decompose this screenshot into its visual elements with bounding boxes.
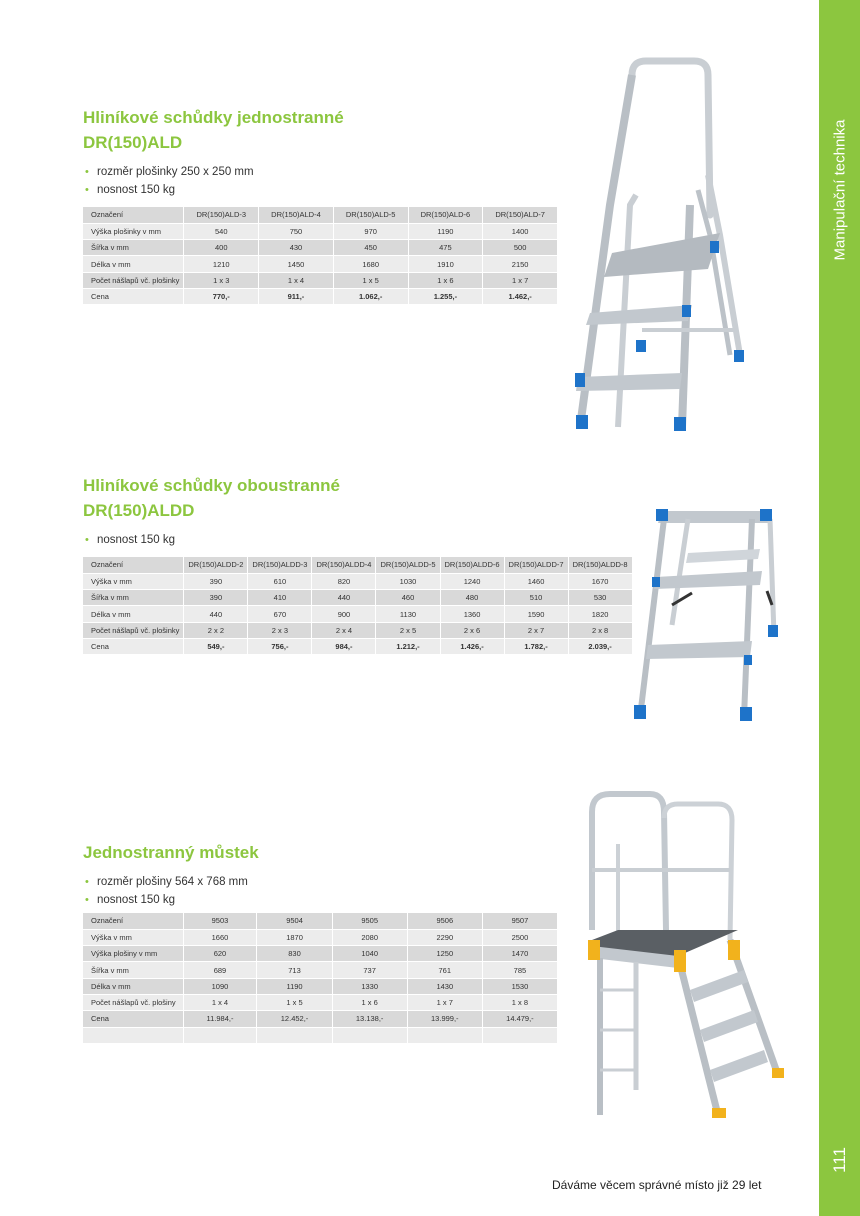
table-cell: 900 [312, 606, 376, 622]
table-cell: DR(150)ALD-7 [483, 207, 558, 223]
table-cell: 440 [312, 590, 376, 606]
table-cell: Délka v mm [83, 256, 184, 272]
price-cell: 984,- [312, 638, 376, 654]
feature-item: • nosnost 150 kg [83, 531, 340, 549]
table-cell: 1 x 4 [183, 994, 257, 1010]
table-cell: 737 [332, 962, 407, 978]
table-cell: Označení [83, 207, 184, 223]
table-cell: 14.479,- [482, 1011, 557, 1027]
table-cell: 2080 [332, 929, 407, 945]
table-cell: 2500 [482, 929, 557, 945]
sidebar [819, 0, 860, 1216]
table-cell: 820 [312, 573, 376, 589]
footer-slogan: Dáváme věcem správné místo již 29 let [552, 1178, 762, 1192]
table-cell: 610 [248, 573, 312, 589]
product-section-ald [83, 105, 344, 199]
table-cell: 1030 [376, 573, 440, 589]
spec-table-ald [83, 207, 558, 305]
sidebar-category: Manipulační technika [831, 119, 848, 261]
table-cell: 1 x 5 [333, 272, 408, 288]
table-cell: 1 x 7 [483, 272, 558, 288]
table-cell: 13.138,- [332, 1011, 407, 1027]
table-cell: Šířka v mm [83, 962, 183, 978]
table-row [83, 223, 558, 239]
product-section-aldd [83, 473, 340, 549]
spec-table-bridge [83, 913, 558, 1044]
table-cell: 9505 [332, 913, 407, 929]
table-cell: 500 [483, 240, 558, 256]
table-cell: 390 [184, 590, 248, 606]
table-cell: 830 [257, 946, 332, 962]
table-header-row [83, 557, 632, 573]
page-number: 111 [829, 1147, 849, 1173]
table-cell: 530 [568, 590, 632, 606]
table-cell: 460 [376, 590, 440, 606]
table-cell [83, 1027, 183, 1043]
price-cell [257, 1027, 332, 1043]
table-row [83, 1011, 558, 1027]
table-cell: Výška plošiny v mm [83, 946, 183, 962]
table-cell: 12.452,- [257, 1011, 332, 1027]
table-cell: Označení [83, 557, 184, 573]
price-cell: 2.039,- [568, 638, 632, 654]
table-cell: 2 x 6 [440, 622, 504, 638]
product-section-bridge [83, 840, 259, 909]
table-cell: 1400 [483, 223, 558, 239]
table-row [83, 256, 558, 272]
price-cell: 549,- [184, 638, 248, 654]
table-cell: DR(150)ALD-5 [333, 207, 408, 223]
feature-item: • rozměr plošinky 250 x 250 mm [83, 163, 344, 181]
table-cell: 1 x 5 [257, 994, 332, 1010]
table-cell: 430 [259, 240, 334, 256]
table-cell: 1 x 6 [332, 994, 407, 1010]
table-cell: DR(150)ALD-6 [408, 207, 483, 223]
product-title-line1: Hliníkové schůdky jednostranné [83, 108, 344, 127]
price-cell: 756,- [248, 638, 312, 654]
table-cell: 1460 [504, 573, 568, 589]
product-title-line1: Hliníkové schůdky oboustranné [83, 476, 340, 495]
table-row [83, 606, 632, 622]
table-cell: 9506 [407, 913, 482, 929]
table-cell: 1190 [257, 978, 332, 994]
table-cell: 1910 [408, 256, 483, 272]
price-cell: 1.782,- [504, 638, 568, 654]
table-cell: DR(150)ALDD-3 [248, 557, 312, 573]
table-cell: 1 x 4 [259, 272, 334, 288]
price-cell: 1.255,- [408, 288, 483, 304]
table-cell: Počet nášlapů vč. plošinky [83, 622, 184, 638]
table-row [83, 962, 558, 978]
table-cell: 2 x 8 [568, 622, 632, 638]
table-cell: 713 [257, 962, 332, 978]
table-cell: Cena [83, 288, 184, 304]
feature-list [83, 163, 344, 199]
table-cell: DR(150)ALDD-8 [568, 557, 632, 573]
price-cell [482, 1027, 557, 1043]
price-cell [183, 1027, 257, 1043]
spec-table-aldd [83, 557, 633, 655]
table-cell: 1 x 7 [407, 994, 482, 1010]
table-row [83, 622, 632, 638]
table-cell: 2 x 3 [248, 622, 312, 638]
feature-item: • nosnost 150 kg [83, 181, 344, 199]
table-cell: 450 [333, 240, 408, 256]
double-sided-ladder-image [632, 505, 787, 725]
feature-item: • nosnost 150 kg [83, 891, 259, 909]
table-cell: 1330 [332, 978, 407, 994]
table-cell: 1190 [408, 223, 483, 239]
table-row [83, 240, 558, 256]
price-row [83, 288, 558, 304]
table-cell: 750 [259, 223, 334, 239]
table-cell: 1 x 6 [408, 272, 483, 288]
table-cell: Výška v mm [83, 929, 183, 945]
table-cell: 970 [333, 223, 408, 239]
work-platform-image [578, 790, 788, 1125]
table-cell: 1090 [183, 978, 257, 994]
table-cell: Cena [83, 638, 184, 654]
table-cell: 1 x 3 [184, 272, 259, 288]
table-cell: Cena [83, 1011, 183, 1027]
feature-list [83, 873, 259, 909]
table-cell: 2 x 2 [184, 622, 248, 638]
table-cell: 11.984,- [183, 1011, 257, 1027]
table-cell: Označení [83, 913, 183, 929]
table-row [83, 573, 632, 589]
table-row [83, 978, 558, 994]
table-cell: 440 [184, 606, 248, 622]
table-cell: Výška plošinky v mm [83, 223, 184, 239]
table-cell: 1870 [257, 929, 332, 945]
table-cell: 1130 [376, 606, 440, 622]
table-cell: 390 [184, 573, 248, 589]
table-cell: DR(150)ALD-3 [184, 207, 259, 223]
table-cell: 1240 [440, 573, 504, 589]
table-cell: DR(150)ALDD-4 [312, 557, 376, 573]
product-title [83, 105, 344, 155]
table-cell: 540 [184, 223, 259, 239]
table-cell: 13.999,- [407, 1011, 482, 1027]
table-cell: 1670 [568, 573, 632, 589]
table-cell: 2 x 5 [376, 622, 440, 638]
table-row [83, 590, 632, 606]
price-row [83, 1027, 558, 1043]
table-cell: 9507 [482, 913, 557, 929]
table-cell: 1820 [568, 606, 632, 622]
table-cell: 510 [504, 590, 568, 606]
single-sided-ladder-image [570, 55, 750, 435]
table-header-row [83, 207, 558, 223]
table-cell: 689 [183, 962, 257, 978]
table-cell: 1660 [183, 929, 257, 945]
table-cell: Výška v mm [83, 573, 184, 589]
table-cell: Délka v mm [83, 606, 184, 622]
table-cell: 9504 [257, 913, 332, 929]
table-cell: 9503 [183, 913, 257, 929]
table-cell: DR(150)ALD-4 [259, 207, 334, 223]
table-cell: 1590 [504, 606, 568, 622]
price-cell: 770,- [184, 288, 259, 304]
table-row [83, 929, 558, 945]
table-cell: 2 x 4 [312, 622, 376, 638]
product-title-line2: DR(150)ALDD [83, 501, 195, 520]
table-cell: Počet nášlapů vč. plošinky [83, 272, 184, 288]
table-cell: 480 [440, 590, 504, 606]
price-cell: 1.426,- [440, 638, 504, 654]
product-title [83, 473, 340, 523]
price-cell [332, 1027, 407, 1043]
feature-item: • rozměr plošiny 564 x 768 mm [83, 873, 259, 891]
table-row [83, 994, 558, 1010]
table-cell: DR(150)ALDD-2 [184, 557, 248, 573]
table-cell: 1040 [332, 946, 407, 962]
price-row [83, 638, 632, 654]
table-cell: 1250 [407, 946, 482, 962]
table-cell: 1470 [482, 946, 557, 962]
table-cell: DR(150)ALDD-7 [504, 557, 568, 573]
table-row [83, 946, 558, 962]
product-title [83, 840, 259, 865]
table-header-row [83, 913, 558, 929]
table-cell: 1530 [482, 978, 557, 994]
table-cell: 2150 [483, 256, 558, 272]
price-cell: 911,- [259, 288, 334, 304]
product-title-line2: DR(150)ALD [83, 133, 183, 152]
table-cell: 761 [407, 962, 482, 978]
table-cell: DR(150)ALDD-5 [376, 557, 440, 573]
table-cell: 1680 [333, 256, 408, 272]
table-cell: Délka v mm [83, 978, 183, 994]
table-cell: 410 [248, 590, 312, 606]
table-cell: 620 [183, 946, 257, 962]
price-cell: 1.462,- [483, 288, 558, 304]
table-cell: Šířka v mm [83, 590, 184, 606]
price-cell: 1.062,- [333, 288, 408, 304]
feature-list [83, 531, 340, 549]
table-cell: Počet nášlapů vč. plošiny [83, 994, 183, 1010]
table-cell: 1450 [259, 256, 334, 272]
table-cell: DR(150)ALDD-6 [440, 557, 504, 573]
table-cell: 1210 [184, 256, 259, 272]
table-cell: 2290 [407, 929, 482, 945]
table-cell: 1 x 8 [482, 994, 557, 1010]
table-cell: Šířka v mm [83, 240, 184, 256]
table-cell: 1430 [407, 978, 482, 994]
table-cell: 670 [248, 606, 312, 622]
table-row [83, 272, 558, 288]
table-cell: 2 x 7 [504, 622, 568, 638]
price-cell [407, 1027, 482, 1043]
price-cell: 1.212,- [376, 638, 440, 654]
table-cell: 400 [184, 240, 259, 256]
table-cell: 785 [482, 962, 557, 978]
table-cell: 1360 [440, 606, 504, 622]
table-cell: 475 [408, 240, 483, 256]
product-title-line1: Jednostranný můstek [83, 843, 259, 862]
